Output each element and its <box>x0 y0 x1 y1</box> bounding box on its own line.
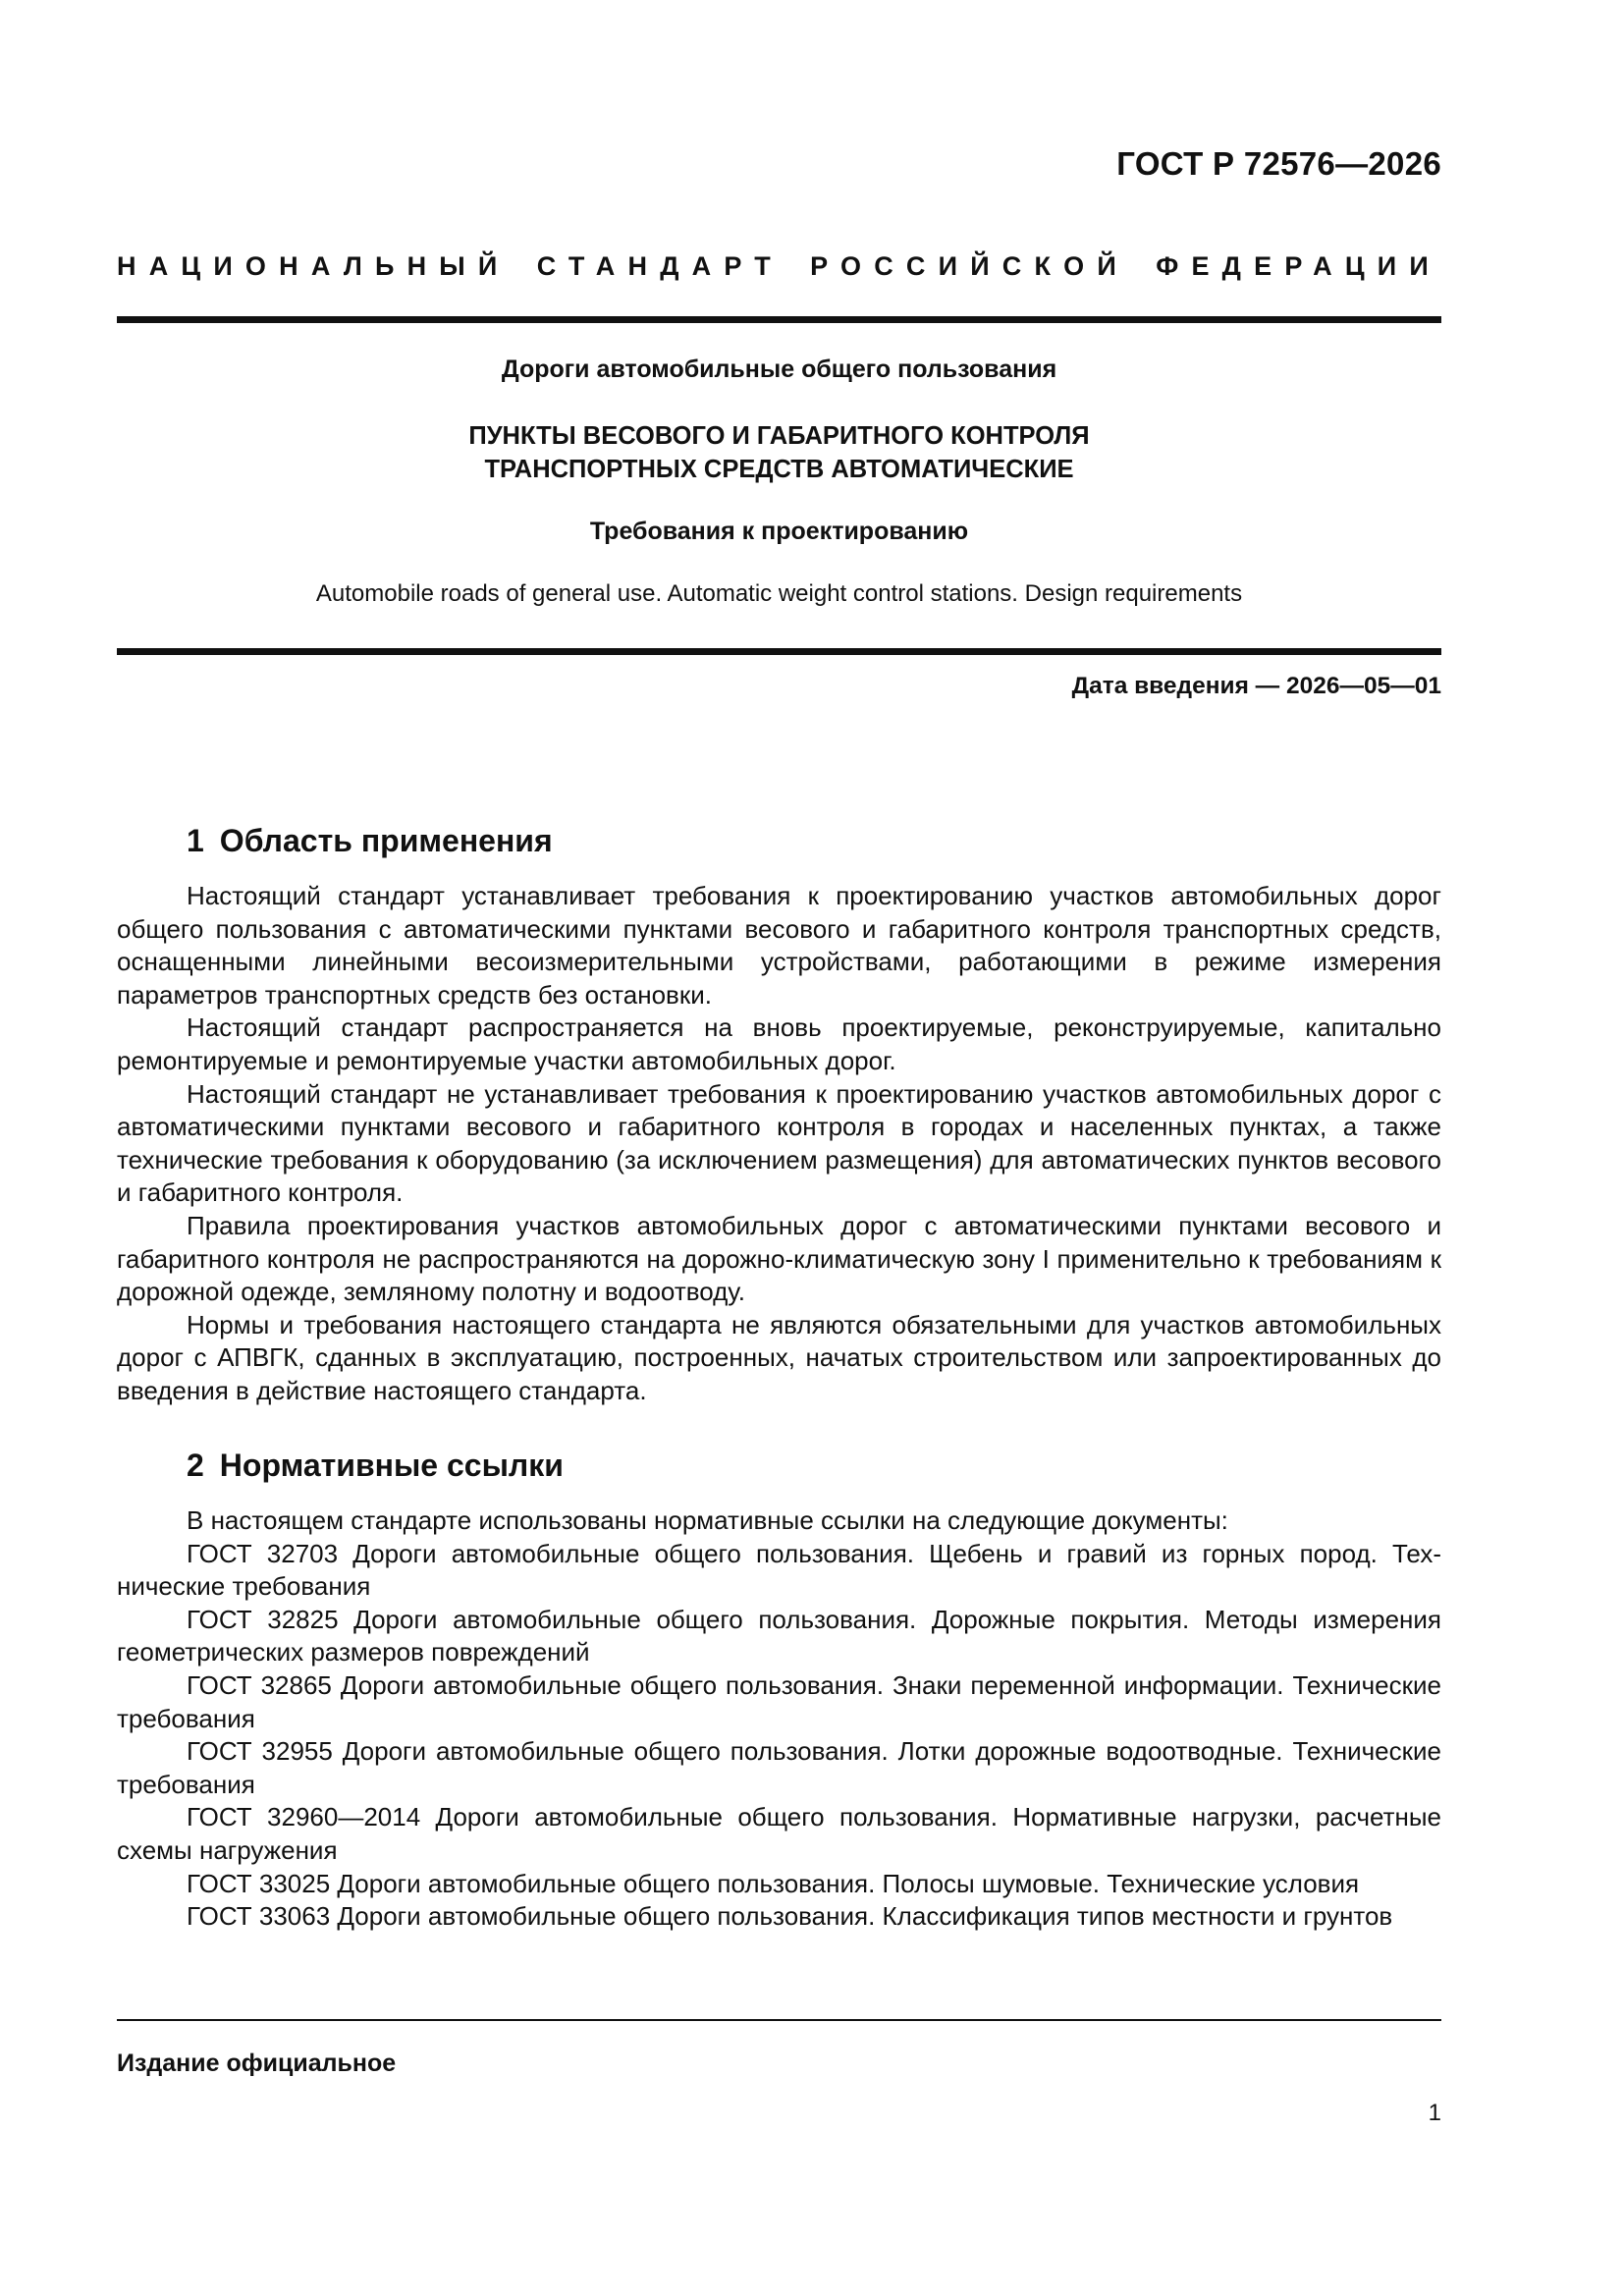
section-1-title: Область применения <box>219 823 553 858</box>
date-of-introduction: Дата введения — 2026—05—01 <box>1071 673 1441 699</box>
section-1-number: 1 <box>187 823 204 858</box>
national-standard-header: НАЦИОНАЛЬНЫЙ СТАНДАРТ РОССИЙСКОЙ ФЕДЕРАЦИИ <box>117 251 1441 281</box>
section-1-paragraph: Настоящий стандарт распространяется на вновь проектируемые, реконструируемые, капитально ремонтируемые и ремонтируемые участки автомобильных дорог. <box>117 1012 1441 1075</box>
title-bottom-rule <box>117 648 1441 655</box>
reference-item: ГОСТ 33063 Дороги автомобильные общего пользования. Классификация типов местности и грунтов <box>187 1901 1393 1932</box>
section-1-paragraph: Настоящий стандарт устанавливает требования к проектированию участков автомобильных дорог общего пользования с автоматическими пунктами весового и габаритного контроля транспортных средств, оснащенными линейными весоизмерительными устройствами, работающими в режиме измерения параметров транспортных средств без остановки. <box>117 881 1441 1010</box>
gost-number: ГОСТ Р 72576—2026 <box>1116 145 1441 182</box>
section-1-body <box>117 880 1441 1408</box>
title-main <box>117 419 1441 486</box>
title-main-line2: ТРАНСПОРТНЫХ СРЕДСТВ АВТОМАТИЧЕСКИЕ <box>484 456 1074 483</box>
footer-rule <box>117 2019 1441 2021</box>
section-2-number: 2 <box>187 1448 204 1483</box>
reference-item: ГОСТ 32955 Дороги автомобильные общего пользования. Лотки дорожные водоотводные. Технические требования <box>117 1736 1441 1799</box>
section-2-body <box>117 1504 1441 1934</box>
reference-item: ГОСТ 32825 Дороги автомобильные общего пользования. Дорожные покрытия. Методы измерения геометрических размеров повреждений <box>117 1604 1441 1667</box>
title-group: Дороги автомобильные общего пользования <box>501 355 1057 383</box>
section-1-paragraph: Настоящий стандарт не устанавливает требования к проектированию участков автомобильных дорог с автоматическими пунктами весового и габаритного контроля в городах и населенных пунктах, а также технические требования к оборудованию (за исключением размещения) для автоматических пунктов весового и габаритного контроля. <box>117 1078 1441 1208</box>
section-2-intro: В настоящем стандарте использованы нормативные ссылки на следующие документы: <box>187 1505 1228 1535</box>
reference-item: ГОСТ 32703 Дороги автомобильные общего пользования. Щебень и гравий из горных пород. Технические требования <box>117 1538 1441 1602</box>
reference-item: ГОСТ 32960—2014 Дороги автомобильные общего пользования. Нормативные нагрузки, расчетные схемы нагружения <box>117 1802 1441 1865</box>
section-2-title: Нормативные ссылки <box>219 1448 564 1483</box>
section-1-paragraph: Нормы и требования настоящего стандарта не являются обязательными для участков автомобильных дорог с АПВГК, сданных в эксплуатацию, построенных, начатых строительством или запроектированных до введения в действие настоящего стандарта. <box>117 1309 1441 1405</box>
title-subtitle: Требования к проектированию <box>589 518 969 545</box>
title-main-line1: ПУНКТЫ ВЕСОВОГО И ГАБАРИТНОГО КОНТРОЛЯ <box>468 422 1090 450</box>
section-1-heading <box>187 823 553 859</box>
reference-item: ГОСТ 33025 Дороги автомобильные общего пользования. Полосы шумовые. Технические условия <box>187 1868 1360 1898</box>
page-number: 1 <box>1428 2100 1441 2126</box>
title-english: Automobile roads of general use. Automatic weight control stations. Design requirements <box>315 580 1243 607</box>
reference-item: ГОСТ 32865 Дороги автомобильные общего пользования. Знаки переменной информации. Технические требования <box>117 1669 1441 1733</box>
official-edition-label: Издание официальное <box>117 2050 397 2077</box>
section-1-paragraph: Правила проектирования участков автомобильных дорог с автоматическими пунктами весового и габаритного контроля не распространяются на дорожно-климатическую зону I применительно к требованиям к дорожной одежде, земляному полотну и водоотводу. <box>117 1210 1441 1307</box>
section-2-heading <box>187 1448 564 1484</box>
top-thick-rule <box>117 316 1441 323</box>
